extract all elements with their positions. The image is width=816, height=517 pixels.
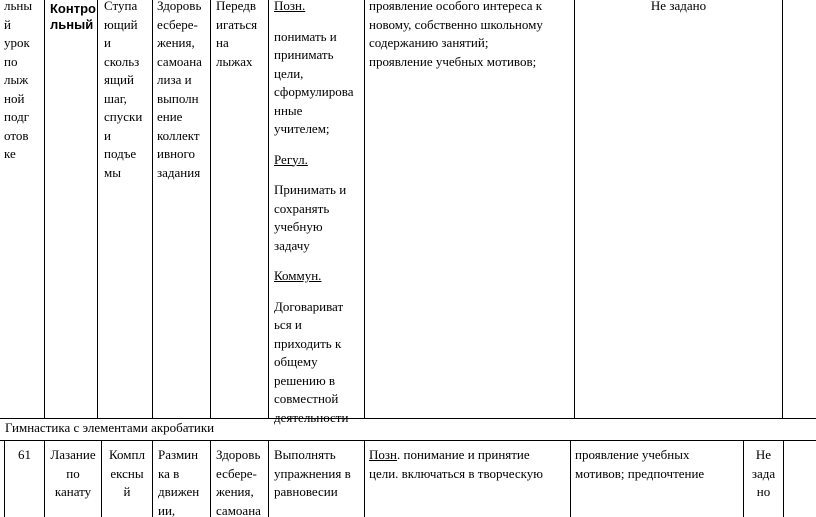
cell-line: совместной (274, 391, 339, 406)
cell-line: Договариват (274, 298, 344, 314)
cell-line: лыж (4, 72, 29, 87)
cell-line: движен (158, 484, 200, 499)
table-rule (0, 440, 816, 441)
table-rule (268, 0, 269, 418)
table-rule (574, 0, 575, 418)
cell-line: нные (274, 102, 303, 118)
table-rule (152, 0, 153, 418)
cell-line: скольз (104, 53, 140, 69)
cell-line: решению в (274, 372, 336, 388)
table-rule (152, 440, 153, 517)
table-rule (364, 0, 365, 418)
lesson-type-cell (102, 446, 152, 502)
cell-line: есбере- (157, 16, 198, 32)
cell-line: и (104, 35, 111, 50)
cell-line: лиза и (157, 72, 192, 87)
cell-line: спуски (104, 109, 143, 124)
cell-line: Здоровь (157, 0, 202, 13)
lesson-content-cell (158, 446, 210, 517)
cell-line: ение (157, 109, 183, 124)
personal-results-cell (575, 446, 743, 483)
cell-line: мы (104, 164, 121, 180)
communicative-label: Коммун. (274, 268, 322, 283)
cell-line: шаг, (104, 90, 127, 106)
cell-line: коллект (157, 127, 200, 143)
cell-line: ексны (110, 465, 144, 481)
cell-line: по (4, 53, 18, 69)
cell-line: задания (157, 164, 201, 180)
table-rule (570, 440, 571, 517)
cognitive-text: . понимание и принятие (396, 447, 530, 462)
cell-line: Не (755, 447, 772, 462)
cell-line: принимать (274, 47, 334, 62)
cell-line: и (104, 127, 111, 143)
cell-line: на (216, 35, 229, 50)
cell-line: игаться (216, 16, 258, 32)
cell-line: Принимать и (274, 182, 347, 197)
table-rule (210, 0, 211, 418)
cell-line: подъе (104, 146, 137, 161)
table-rule (782, 0, 783, 418)
cell-line: ке (4, 146, 16, 161)
lesson-type-cell (4, 0, 44, 164)
cell-line: самоана (157, 53, 202, 69)
cell-line: урок (4, 35, 30, 50)
cell-line: общему (274, 354, 318, 369)
table-rule (210, 440, 211, 517)
cell-line: ивного (157, 146, 196, 161)
cell-line: жения, (216, 484, 254, 499)
cell-line: но (756, 484, 771, 499)
cell-line: сохранять (274, 200, 330, 216)
metasubject-results-cell (369, 446, 569, 483)
cell-line: ии, (158, 502, 176, 517)
cell-line: самоана (216, 502, 261, 517)
cell-line: есбере- (216, 465, 257, 481)
cell-line: ка в (158, 465, 180, 481)
cell-line: Компл (109, 447, 145, 462)
subject-results-cell (274, 446, 364, 502)
cell-line: Размин (158, 447, 199, 462)
cell-line: проявление особого интереса к (369, 0, 543, 13)
cell-line: цели. включаться в творческую (369, 465, 543, 481)
cell-line: равновесии (274, 484, 338, 499)
cell-line: учебную (274, 219, 323, 234)
cell-line: й (123, 484, 131, 499)
cognitive-label: Позн (369, 447, 397, 462)
cell-line: льный (50, 17, 94, 32)
table-rule (364, 440, 365, 517)
cell-line: ной (4, 90, 25, 106)
cell-line: отов (4, 127, 29, 143)
not-set-text: Не задано (650, 0, 707, 13)
cell-line: ящий (104, 72, 134, 87)
section-title (5, 419, 605, 438)
lesson-number: 61 (18, 447, 31, 462)
table-rule (97, 0, 98, 418)
lesson-number-cell (5, 446, 44, 465)
cognitive-label: Позн. (274, 0, 306, 13)
cell-line: проявление учебных (575, 447, 690, 462)
technology-cell (216, 446, 268, 517)
cell-line: ющий (104, 16, 138, 32)
cell-line: Ступа (104, 0, 138, 13)
technology-cell (157, 0, 210, 182)
homework-cell (575, 0, 782, 16)
subject-results-cell (216, 0, 268, 71)
cell-line: задачу (274, 237, 310, 253)
cell-line: цели, (274, 65, 304, 81)
metasubject-results-cell (274, 0, 364, 427)
control-type-cell (50, 1, 96, 33)
regulatory-label: Регул. (274, 151, 308, 167)
cell-line: приходить к (274, 335, 342, 351)
cell-line: канату (54, 484, 92, 499)
cell-line: выполн (157, 90, 199, 106)
cell-line: содержанию занятий; (369, 35, 489, 50)
cell-line: жения, (157, 35, 195, 50)
personal-results-cell (369, 0, 573, 71)
cell-line: упражнения в (274, 465, 351, 481)
cell-line: новому, собственно школьному (369, 16, 543, 32)
cell-line: зада (751, 465, 776, 481)
cell-line: ься и (274, 317, 302, 332)
cell-line: по (66, 465, 80, 481)
cell-line: Выполнять (274, 447, 336, 462)
cell-line: Лазание (50, 447, 96, 462)
topic-cell (104, 0, 152, 182)
cell-line: сформулирова (274, 84, 354, 99)
table-rule (783, 440, 784, 517)
cell-line: льны (4, 0, 33, 13)
cell-line: мотивов; предпочтение (575, 465, 705, 481)
cell-line: проявление учебных мотивов; (369, 53, 537, 69)
cell-line: учителем; (274, 121, 330, 136)
table-rule (44, 0, 45, 418)
cell-line (369, 446, 569, 465)
lesson-topic-cell (45, 446, 101, 502)
cell-line: лыжах (216, 53, 253, 69)
cell-line: й (4, 16, 11, 32)
cell-line: подг (4, 109, 30, 124)
table-rule (268, 440, 269, 517)
cell-line: Здоровь (216, 447, 261, 462)
cell-line: деятельности (274, 409, 349, 425)
section-title-text: Гимнастика с элементами акробатики (5, 420, 215, 435)
cell-line: Передв (216, 0, 257, 13)
cell-line: Контро (50, 1, 96, 16)
cell-line: понимать и (274, 28, 337, 44)
homework-cell (744, 446, 783, 502)
